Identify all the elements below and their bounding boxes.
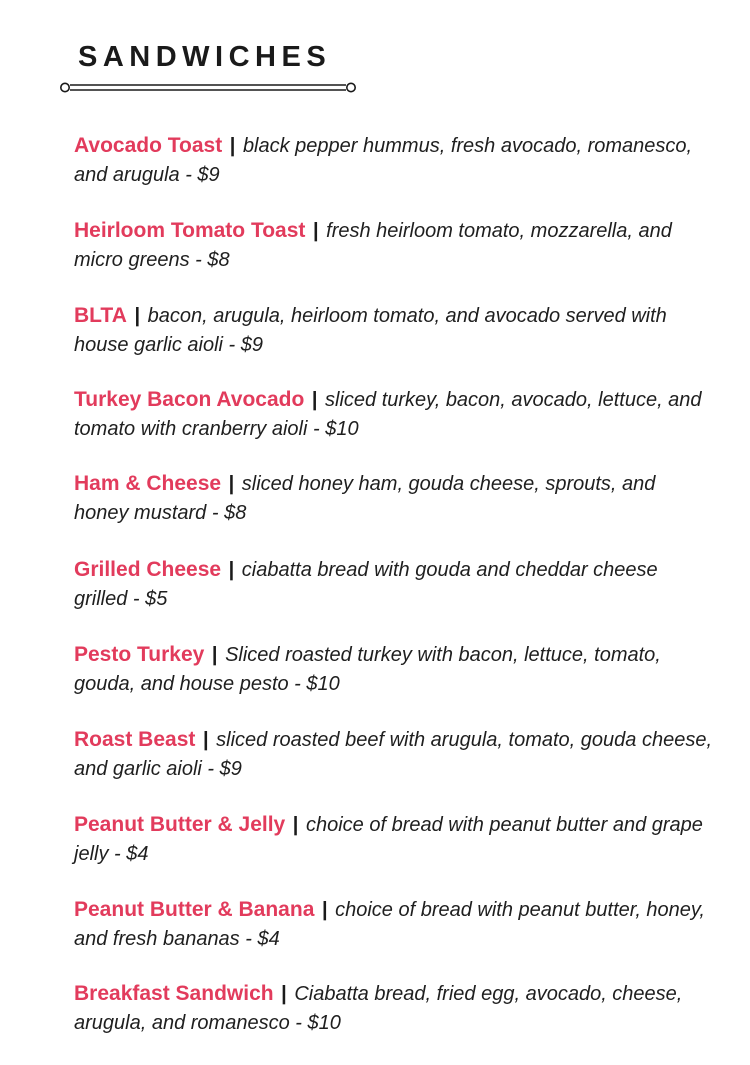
item-description: ciabatta bread with gouda and cheddar cheese grilled - $5 bbox=[74, 559, 658, 610]
item-description: Ciabatta bread, fried egg, avocado, cheese, arugula, and romanesco - $10 bbox=[74, 983, 683, 1034]
item-description: bacon, arugula, heirloom tomato, and avocado served with house garlic aioli - $9 bbox=[74, 305, 667, 356]
separator: | bbox=[321, 899, 328, 921]
item-description: choice of bread with peanut butter, honey, and fresh bananas - $4 bbox=[74, 899, 705, 950]
item-name: BLTA bbox=[74, 304, 127, 327]
item-name: Breakfast Sandwich bbox=[74, 982, 274, 1005]
item-description: choice of bread with peanut butter and grape jelly - $4 bbox=[74, 814, 703, 865]
menu-item bbox=[74, 469, 714, 528]
item-name: Pesto Turkey bbox=[74, 643, 205, 666]
item-name: Grilled Cheese bbox=[74, 558, 222, 581]
separator: | bbox=[311, 389, 318, 411]
menu-item bbox=[74, 640, 714, 699]
separator: | bbox=[202, 729, 209, 751]
item-description: fresh heirloom tomato, mozzarella, and micro greens - $8 bbox=[74, 220, 672, 271]
item-name: Heirloom Tomato Toast bbox=[74, 219, 306, 242]
menu-item bbox=[74, 725, 714, 784]
menu-item bbox=[74, 385, 714, 444]
separator: | bbox=[312, 220, 319, 242]
decorative-divider bbox=[58, 77, 358, 99]
item-name: Turkey Bacon Avocado bbox=[74, 388, 305, 411]
item-name: Ham & Cheese bbox=[74, 472, 222, 495]
menu-item bbox=[74, 895, 714, 954]
menu-item bbox=[74, 555, 714, 614]
separator: | bbox=[211, 644, 218, 666]
menu-item bbox=[74, 301, 714, 360]
separator: | bbox=[229, 135, 236, 157]
separator: | bbox=[292, 814, 299, 836]
section-header bbox=[58, 40, 358, 99]
item-description: sliced roasted beef with arugula, tomato, gouda cheese, and garlic aioli - $9 bbox=[74, 729, 712, 780]
separator: | bbox=[228, 473, 235, 495]
menu-item bbox=[74, 979, 714, 1038]
item-name: Avocado Toast bbox=[74, 134, 223, 157]
item-name: Roast Beast bbox=[74, 728, 196, 751]
item-description: sliced turkey, bacon, avocado, lettuce, and tomato with cranberry aioli - $10 bbox=[74, 389, 702, 440]
item-description: Sliced roasted turkey with bacon, lettuce, tomato, gouda, and house pesto - $10 bbox=[74, 644, 661, 695]
menu-item bbox=[74, 810, 714, 869]
item-description: black pepper hummus, fresh avocado, romanesco, and arugula - $9 bbox=[74, 135, 693, 186]
item-name: Peanut Butter & Jelly bbox=[74, 813, 286, 836]
separator: | bbox=[134, 305, 141, 327]
separator: | bbox=[281, 983, 287, 1005]
menu-item bbox=[74, 216, 714, 275]
item-name: Peanut Butter & Banana bbox=[74, 898, 315, 921]
section-title: SANDWICHES bbox=[78, 41, 332, 73]
item-description: sliced honey ham, gouda cheese, sprouts, and honey mustard - $8 bbox=[74, 473, 656, 524]
menu-item bbox=[74, 131, 714, 190]
separator: | bbox=[228, 559, 235, 581]
